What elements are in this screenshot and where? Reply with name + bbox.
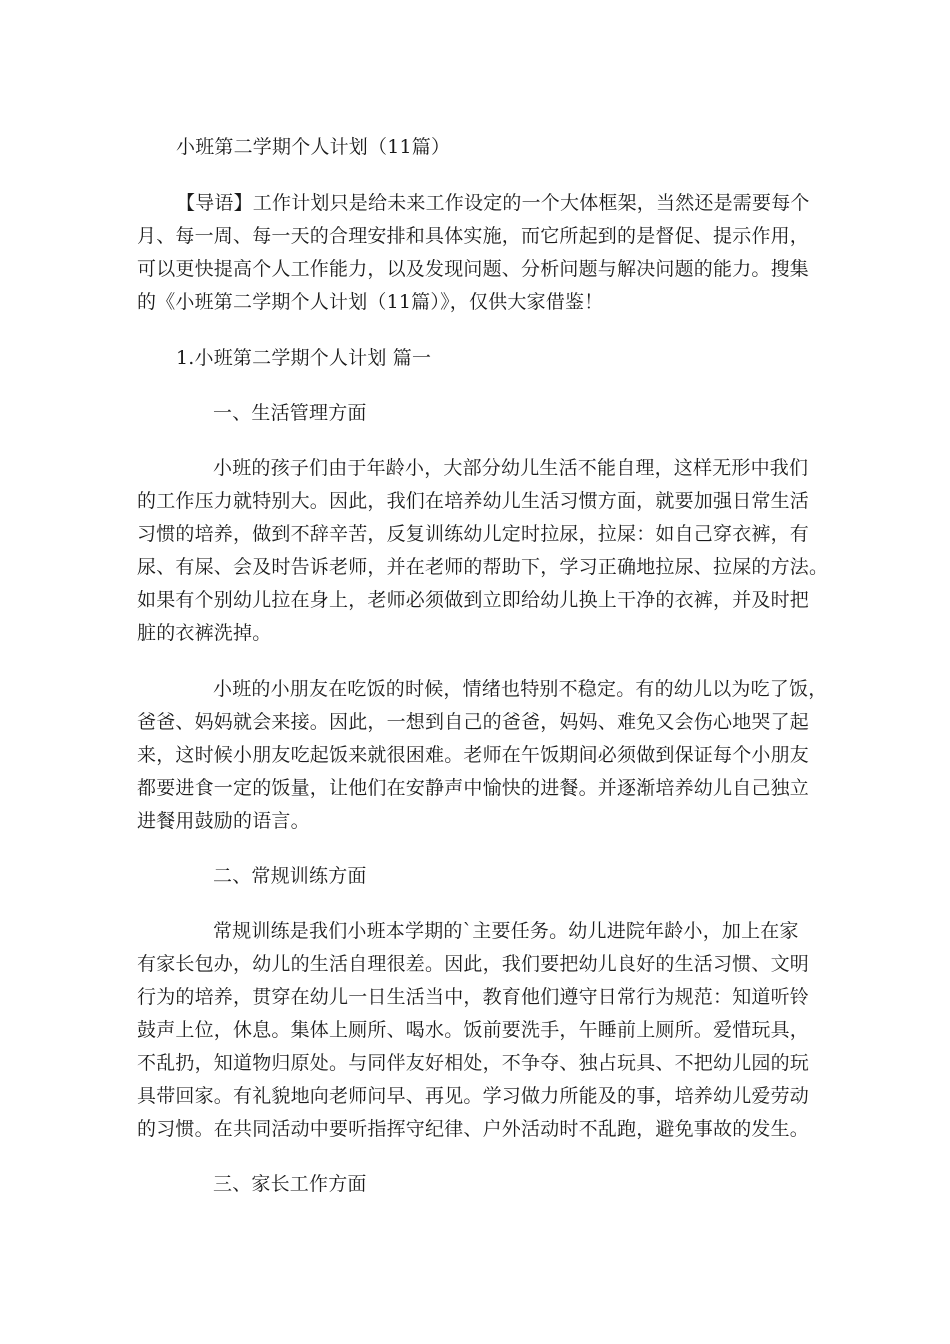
- document-title: 小班第二学期个人计划（11篇）: [176, 136, 451, 158]
- paragraph-line: 鼓声上位，休息。集体上厕所、喝水。饭前要洗手，午睡前上厕所。爱惜玩具，: [137, 1019, 810, 1041]
- subheading-life-management: 一、生活管理方面: [213, 402, 367, 424]
- paragraph-line: 常规训练是我们小班本学期的`主要任务。幼儿进院年龄小，加上在家: [213, 920, 799, 942]
- paragraph-line: 来，这时候小朋友吃起饭来就很困难。老师在午饭期间必须做到保证每个小朋友: [137, 744, 810, 766]
- paragraph-line: 都要进食一定的饭量，让他们在安静声中愉快的进餐。并逐渐培养幼儿自己独立: [137, 777, 810, 799]
- subheading-routine-training: 二、常规训练方面: [213, 865, 367, 887]
- intro-line: 的《小班第二学期个人计划（11篇）》，仅供大家借鉴！: [137, 291, 604, 313]
- intro-line: 可以更快提高个人工作能力，以及发现问题、分析问题与解决问题的能力。搜集: [137, 258, 810, 280]
- paragraph-line: 习惯的培养，做到不辞辛苦，反复训练幼儿定时拉尿，拉屎：如自己穿衣裤，有: [137, 523, 810, 545]
- paragraph-line: 小班的小朋友在吃饭的时候，情绪也特别不稳定。有的幼儿以为吃了饭，: [213, 678, 828, 700]
- paragraph-line: 进餐用鼓励的语言。: [137, 810, 310, 832]
- paragraph-line: 有家长包办，幼儿的生活自理很差。因此，我们要把幼儿良好的生活习惯、文明: [137, 953, 810, 975]
- subheading-parent-work: 三、家长工作方面: [213, 1173, 367, 1195]
- paragraph-line: 爸爸、妈妈就会来接。因此，一想到自己的爸爸，妈妈、难免又会伤心地哭了起: [137, 711, 810, 733]
- paragraph-line: 行为的培养，贯穿在幼儿一日生活当中，教育他们遵守日常行为规范：知道听铃: [137, 986, 810, 1008]
- section-heading: 1.小班第二学期个人计划 篇一: [176, 347, 432, 369]
- paragraph-line: 不乱扔，知道物归原处。与同伴友好相处，不争夺、独占玩具、不把幼儿园的玩: [137, 1052, 810, 1074]
- intro-line: 【导语】工作计划只是给未来工作设定的一个大体框架，当然还是需要每个: [176, 192, 810, 214]
- paragraph-line: 脏的衣裤洗掉。: [137, 622, 272, 644]
- paragraph-line: 的工作压力就特别大。因此，我们在培养幼儿生活习惯方面，就要加强日常生活: [137, 490, 810, 512]
- paragraph-line: 的习惯。在共同活动中要听指挥守纪律、户外活动时不乱跑，避免事故的发生。: [137, 1118, 810, 1140]
- paragraph-line: 如果有个别幼儿拉在身上，老师必须做到立即给幼儿换上干净的衣裤，并及时把: [137, 589, 810, 611]
- paragraph-line: 具带回家。有礼貌地向老师问早、再见。学习做力所能及的事，培养幼儿爱劳动: [137, 1085, 810, 1107]
- paragraph-line: 小班的孩子们由于年龄小，大部分幼儿生活不能自理，这样无形中我们: [213, 457, 809, 479]
- intro-line: 月、每一周、每一天的合理安排和具体实施，而它所起到的是督促、提示作用，: [137, 225, 810, 247]
- paragraph-line: 尿、有屎、会及时告诉老师，并在老师的帮助下，学习正确地拉尿、拉屎的方法。: [137, 556, 829, 578]
